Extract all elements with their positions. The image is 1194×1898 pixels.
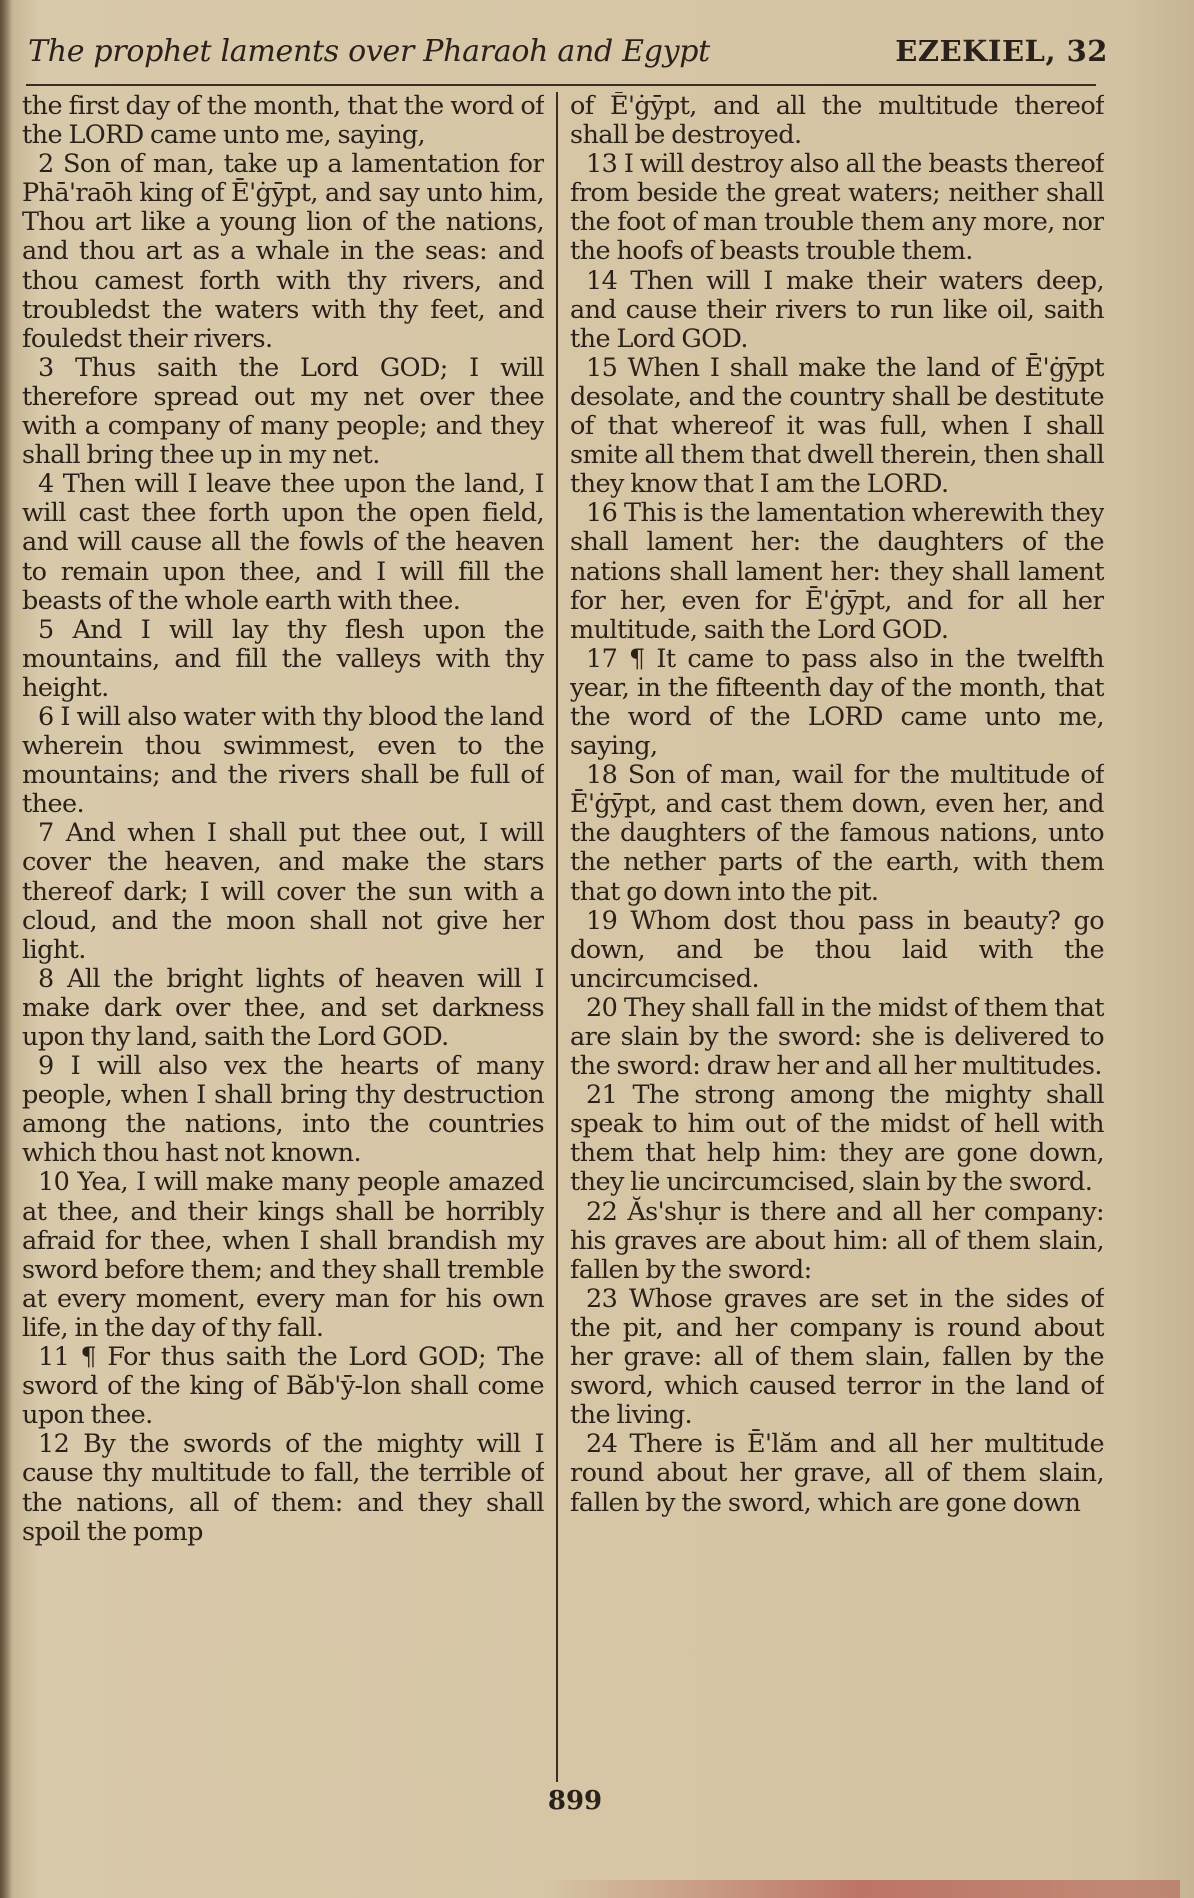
spine-shadow [0,0,12,1898]
verse-22: 22 Ăs'shụr is there and all her company: his graves are about him: all of them slain, fallen by the sword: [570,1196,1104,1285]
page-header [28,34,1108,78]
verse-11: 11 ¶ For thus saith the Lord GOD; The sword of the king of Băb'ȳ-lon shall come upon thee. [22,1342,544,1431]
verse-21: 21 The strong among the mighty shall speak to him out of the midst of hell with them that help him: they are gone down, they lie uncircumcised, slain by the sword. [570,1080,1104,1198]
verse-text: the first day of the month, that the word of the LORD came unto me, saying, [22,92,544,151]
left-column [22,92,544,1762]
verse-15: 15 When I shall make the land of Ē'ġȳpt desolate, and the country shall be destitute of that whereof it was full, when I shall smite all them that dwell therein, then shall they know that I am the LORD. [570,352,1104,500]
page-edge-stain [540,1880,1180,1898]
verse-18: 18 Son of man, wail for the multitude of Ē'ġȳpt, and cast them down, even her, and the daughters of the famous nations, unto the nether parts of the earth, with them that go down into the pit. [570,760,1104,907]
verse-10: 10 Yea, I will make many people amazed at thee, and their kings shall be horribly afraid for thee, when I shall brandish my sword before them; and they shall tremble at every moment, every man for his own life, in the day of thy fall. [22,1167,544,1343]
verse-13: 13 I will destroy also all the beasts thereof from beside the great waters; neither shall the foot of man trouble them any more, nor the hoofs of beasts trouble them. [570,149,1104,267]
verse-text: of Ē'ġȳpt, and all the multitude thereof shall be destroyed. [570,92,1104,151]
verse-2: 2 Son of man, take up a lamentation for Phā'raōh king of Ē'ġȳpt, and say unto him, Thou art like a young lion of the nations, and thou art as a whale in the seas: and thou camest forth with thy rivers, and troubledst the waters with thy feet, and fouledst their rivers. [22,149,544,354]
verse-3: 3 Thus saith the Lord GOD; I will therefore spread out my net over thee with a company of many people; and they shall bring thee up in my net. [22,352,544,471]
verse-12: 12 By the swords of the mighty will I cause thy multitude to fall, the terrible of the nations, all of them: and they shall spoil the pomp [22,1429,544,1547]
verse-17: 17 ¶ It came to pass also in the twelfth year, in the fifteenth day of the month, that the word of the LORD came unto me, saying, [570,643,1104,762]
verse-4: 4 Then will I leave thee upon the land, I will cast thee forth upon the open field, and will cause all the fowls of the heaven to remain upon thee, and I will fill the beasts of the whole earth with thee. [22,469,544,616]
verse-19: 19 Whom dost thou pass in beauty? go down, and be thou laid with the uncircumcised. [570,905,1104,994]
verse-20: 20 They shall fall in the midst of them that are slain by the sword: she is delivered to the sword: draw her and all her multitudes. [570,992,1104,1082]
verse-14: 14 Then will I make their waters deep, and cause their rivers to run like oil, saith the Lord GOD. [570,265,1104,354]
verse-5: 5 And I will lay thy flesh upon the mountains, and fill the valleys with thy height. [22,614,544,703]
verse-8: 8 All the bright lights of heaven will I make dark over thee, and set darkness upon thy land, saith the Lord GOD. [22,963,544,1052]
header-rule [26,84,1096,86]
verse-6: 6 I will also water with thy blood the land wherein thou swimmest, even to the mountains; and the rivers shall be full of thee. [22,701,544,820]
verse-24: 24 There is Ē'lăm and all her multitude round about her grave, all of them slain, fallen by the sword, which are gone down [570,1429,1104,1518]
column-divider [556,92,558,1782]
verse-23: 23 Whose graves are set in the sides of the pit, and her company is round about her grave: all of them slain, fallen by the sword, which caused terror in the land of the living. [570,1283,1104,1431]
book-chapter: EZEKIEL, 32 [895,34,1108,68]
verse-9: 9 I will also vex the hearts of many people, when I shall bring thy destruction among the nations, into the countries which thou hast not known. [22,1051,544,1169]
page-number: 899 [547,1786,603,1816]
running-title: The prophet laments over Pharaoh and Egypt [28,34,710,69]
verse-7: 7 And when I shall put thee out, I will cover the heaven, and make the stars thereof dark; I will cover the sun with a cloud, and the moon shall not give her light. [22,818,544,965]
verse-16: 16 This is the lamentation wherewith they shall lament her: the daughters of the nations shall lament her: they shall lament for her, even for Ē'ġȳpt, and for all her multitude, saith the Lord GOD. [570,498,1104,645]
right-column [570,92,1104,1762]
